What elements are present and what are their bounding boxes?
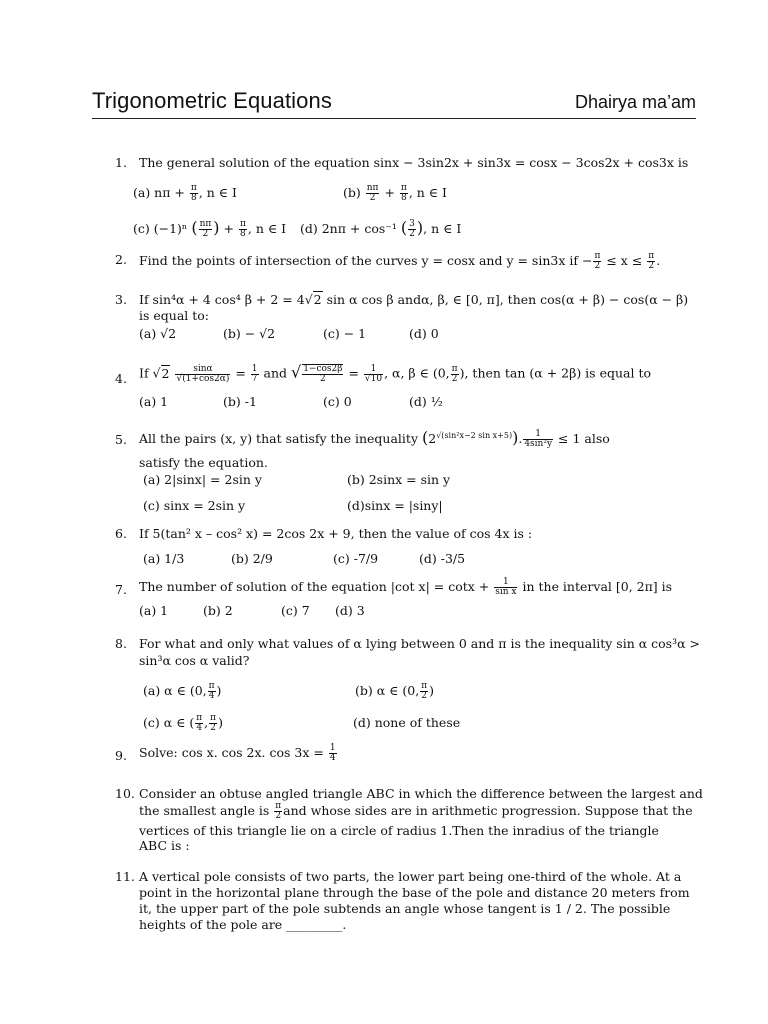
question-text: Find the points of intersection of the curves y = cosx and y = sin3x if − $\frac{\pi}{2}$ ≤ x ≤ $\frac{\pi}{2}$ . xyxy=(139,251,661,271)
question-text: If √2 $\frac{\sin\alpha}{√(1+\cos 2\alpha)}$ = $\frac{1}{7}$ and √ $\frac{1-\cos 2\beta}{2}$ = $\frac{1}{√10}$ , α, β ∈ (0, $\frac{\pi}{2}$ ), then tan (α + 2β) is equal to xyxy=(139,362,651,384)
question-number: 8. xyxy=(115,636,127,651)
question-text: The number of solution of the equation |cot x| = cotx + $\frac{1}{\text{sin x}}$ in the interval [0, 2π] is xyxy=(139,577,673,597)
option-a: (a) 1/3 xyxy=(143,551,185,566)
option-a: (a) 2|sinx| = 2sin y xyxy=(143,472,262,487)
question-text: For what and only what values of α lying between 0 and π is the inequality sin α cos³α > xyxy=(139,636,700,651)
question-number: 3. xyxy=(115,292,127,307)
option-c: (c) 7 xyxy=(281,603,310,618)
question-number: 4. xyxy=(115,371,127,386)
question-number: 10. xyxy=(115,786,135,801)
option-b: (b) 2sinx = sin y xyxy=(347,472,451,487)
option-c: (c) -7/9 xyxy=(333,551,379,566)
question-text: Solve: cos x. cos 2x. cos 3x = $\frac{1}{4}$ xyxy=(139,743,336,763)
question-text-cont: heights of the pole are _________. xyxy=(139,917,347,932)
option-d: (d)sinx = |siny| xyxy=(347,498,443,513)
option-b: (b) 2 xyxy=(203,603,233,618)
question-number: 11. xyxy=(115,869,135,884)
question-number: 6. xyxy=(115,526,127,541)
option-b: (b) -1 xyxy=(223,394,257,409)
option-d: (d) -3/5 xyxy=(419,551,466,566)
option-d: (d) none of these xyxy=(353,715,461,730)
question-text-cont: it, the upper part of the pole subtends an angle whose tangent is 1 / 2. The possible xyxy=(139,901,671,916)
page-title: Trigonometric Equations xyxy=(92,88,332,113)
question-text: If 5(tan² x – cos² x) = 2cos 2x + 9, then the value of cos 4x is : xyxy=(139,526,533,541)
question-number: 1. xyxy=(115,155,127,170)
option-b: (b) − √2 xyxy=(223,326,276,341)
question-text: If sin⁴α + 4 cos⁴ β + 2 = 4√2 sin α cos β andα, β, ∈ [0, π], then cos(α + β) − cos(α − β) xyxy=(139,292,689,307)
option-d: (d) 3 xyxy=(335,603,365,618)
question-number: 5. xyxy=(115,432,127,447)
option-a: (a) 1 xyxy=(139,603,169,618)
option-d: (d) 0 xyxy=(409,326,439,341)
author-name: Dhairya ma’am xyxy=(574,92,696,112)
question-number: 2. xyxy=(115,252,127,267)
option-b: (b) 2/9 xyxy=(231,551,273,566)
option-b: (b) $\frac{n\pi}{2}$ + $\frac{\pi}{8}$ , n ∈ I xyxy=(343,183,447,203)
option-d: (d) 2nπ + cos⁻¹ ( $\frac{3}{2}$ ), n ∈ I xyxy=(300,218,462,239)
header xyxy=(92,88,696,119)
question-text: The general solution of the equation sinx − 3sin2x + sin3x = cosx − 3cos2x + cos3x is xyxy=(139,155,689,170)
option-a: (a) α ∈ (0, $\frac{\pi}{4}$ ) xyxy=(143,681,222,701)
question-number: 9. xyxy=(115,748,127,763)
question-text-cont: point in the horizontal plane through the base of the pole and distance 20 meters from xyxy=(139,885,690,900)
option-a: (a) √2 xyxy=(139,326,177,341)
question-text: Consider an obtuse angled triangle ABC in which the difference between the largest and xyxy=(139,786,703,801)
option-d: (d) ½ xyxy=(409,394,443,409)
option-c: (c) (−1)ⁿ ( $\frac{n\pi}{2}$ ) + $\frac{\pi}{8}$ , n ∈ I xyxy=(133,218,287,239)
option-b: (b) α ∈ (0, $\frac{\pi}{2}$ ) xyxy=(355,681,434,701)
question-text-cont: vertices of this triangle lie on a circle of radius 1.Then the inradius of the triangle xyxy=(139,823,659,838)
option-c: (c) α ∈ ( $\frac{\pi}{4}$ , $\frac{\pi}{2}$ ) xyxy=(143,713,223,733)
question-text-cont: the smallest angle is $\frac{\pi}{2}$ and whose sides are in arithmetic progression. Suppose that the xyxy=(139,801,693,821)
question-text-cont: satisfy the equation. xyxy=(139,455,268,470)
option-c: (c) sinx = 2sin y xyxy=(143,498,246,513)
question-text-cont: ABC is : xyxy=(139,838,190,853)
question-number: 7. xyxy=(115,582,127,597)
question-text: A vertical pole consists of two parts, the lower part being one-third of the whole. At a xyxy=(139,869,682,884)
option-a: (a) nπ + $\frac{\pi}{8}$ , n ∈ I xyxy=(133,183,237,203)
question-text-cont: sin³α cos α valid? xyxy=(139,653,250,668)
option-a: (a) 1 xyxy=(139,394,169,409)
question-text-cont: is equal to: xyxy=(139,308,210,323)
question-text: All the pairs (x, y) that satisfy the inequality $(2^{√(sin^2x-2 sin x+5)})$. $\frac{1}{\text{4sin²y}}$ ≤ 1 also xyxy=(139,428,610,450)
option-c: (c) − 1 xyxy=(323,326,367,341)
option-c: (c) 0 xyxy=(323,394,352,409)
